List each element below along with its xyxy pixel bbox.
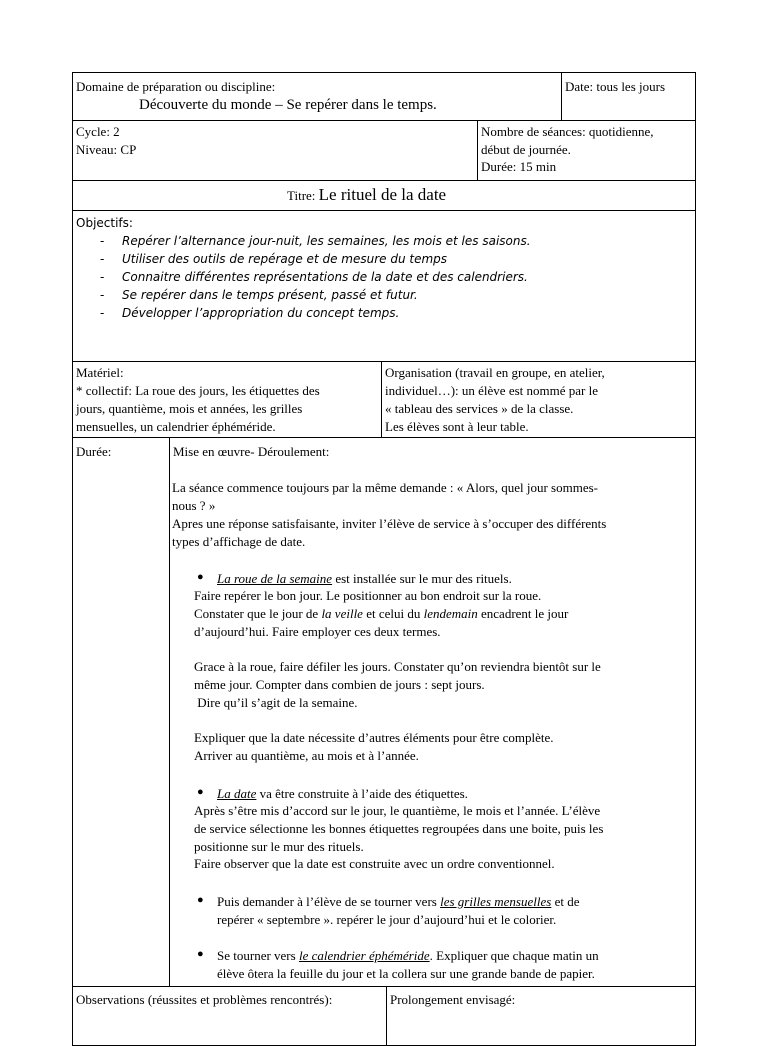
organisation-line: « tableau des services » de la classe.	[385, 401, 574, 416]
bullet-icon: ●	[197, 786, 204, 798]
roue-text: Constater que le jour de	[194, 606, 322, 621]
objectif-dash: -	[100, 270, 105, 284]
materiel-line: jours, quantième, mois et années, les grilles	[76, 401, 303, 416]
roue-line-3	[194, 605, 568, 623]
organisation-line: Les élèves sont à leur table.	[385, 419, 529, 434]
calendrier-line	[217, 947, 599, 965]
date-rest: va être construite à l’aide des étiquettes.	[256, 786, 468, 801]
objectif-item: Connaitre différentes représentations de la date et des calendriers.	[122, 270, 528, 284]
intro-line: types d’affichage de date.	[172, 534, 306, 549]
seances-text: Nombre de séances: quotidienne,	[481, 124, 654, 139]
objectif-item: Utiliser des outils de repérage et de mesure du temps	[122, 252, 448, 266]
page-title	[287, 185, 446, 206]
observations-label: Observations (réussites et problèmes rencontrés):	[76, 992, 333, 1007]
objectif-dash: -	[100, 252, 105, 266]
organisation-line: individuel…): un élève est nommé par le	[385, 383, 598, 398]
niveau-text: Niveau: CP	[76, 142, 137, 157]
title-value: Le rituel de la date	[318, 185, 447, 204]
materiel-line: mensuelles, un calendrier éphéméride.	[76, 419, 276, 434]
expliquer-line: Arriver au quantième, au mois et à l’année.	[194, 748, 419, 763]
grace-line: même jour. Compter dans combien de jours : sept jours.	[194, 677, 485, 692]
roue-line-4: d’aujourd’hui. Faire employer ces deux termes.	[194, 624, 441, 639]
roue-rest: est installée sur le mur des rituels.	[332, 571, 512, 586]
bullet-icon: ●	[197, 571, 204, 583]
grilles-link: les grilles mensuelles	[440, 894, 552, 909]
expliquer-line: Expliquer que la date nécessite d’autres éléments pour être complète.	[194, 730, 554, 745]
date-text-line: Faire observer que la date est construite avec un ordre conventionnel.	[194, 856, 555, 871]
objectif-dash: -	[100, 306, 105, 320]
calendrier-line-2: élève ôtera la feuille du jour et la collera sur une grande bande de papier.	[217, 966, 595, 981]
prolongement-label: Prolongement envisagé:	[390, 992, 516, 1007]
roue-text: et celui du	[362, 606, 424, 621]
intro-line: Apres une réponse satisfaisante, inviter l’élève de service à s’occuper des différents	[172, 516, 607, 531]
roue-line-2: Faire repérer le bon jour. Le positionner au bon endroit sur la roue.	[194, 588, 542, 603]
grilles-line-2: repérer « septembre ». repérer le jour d’aujourd’hui et le colorier.	[217, 912, 557, 927]
veille-text: la veille	[321, 606, 363, 621]
date-text-line: Après s’être mis d’accord sur le jour, le quantième, le mois et l’année. L’élève	[194, 803, 601, 818]
objectif-item: Se repérer dans le temps présent, passé et futur.	[122, 288, 418, 302]
grilles-text: et de	[551, 894, 580, 909]
grace-line: Dire qu’il s’agit de la semaine.	[194, 695, 358, 710]
objectif-item: Développer l’appropriation du concept temps.	[122, 306, 400, 320]
organisation-line: Organisation (travail en groupe, en atelier,	[385, 365, 605, 380]
objectif-dash: -	[100, 288, 105, 302]
grilles-line	[217, 893, 579, 911]
lendemain-text: lendemain	[423, 606, 478, 621]
objectif-item: Repérer l’alternance jour-nuit, les semaines, les mois et les saisons.	[122, 234, 531, 248]
bullet-icon: ●	[197, 894, 204, 906]
intro-line: La séance commence toujours par la même demande : « Alors, quel jour sommes-	[172, 480, 598, 495]
roue-text: encadrent le jour	[477, 606, 569, 621]
duree-cell	[72, 437, 170, 987]
title-label: Titre:	[287, 188, 316, 203]
materiel-line: * collectif: La roue des jours, les étiquettes des	[76, 383, 320, 398]
grace-line: Grace à la roue, faire défiler les jours. Constater qu’on reviendra bientôt sur le	[194, 659, 601, 674]
objectifs-label: Objectifs:	[76, 216, 133, 230]
materiel-line: Matériel:	[76, 365, 124, 380]
domain-value: Découverte du monde – Se repérer dans le temps.	[139, 97, 437, 113]
date-link: La date	[217, 786, 257, 801]
duree-label: Durée:	[76, 444, 112, 459]
intro-line: nous ? »	[172, 498, 216, 513]
duree-text: Durée: 15 min	[481, 159, 557, 174]
cycle-text: Cycle: 2	[76, 124, 120, 139]
grilles-text: Puis demander à l’élève de se tourner vers	[217, 894, 441, 909]
date-label: Date: tous les jours	[565, 79, 666, 94]
seances-text-cont: début de journée.	[481, 142, 571, 157]
date-text-line: de service sélectionne les bonnes étiquettes regroupées dans une boite, puis les	[194, 821, 604, 836]
date-text-line: positionne sur le mur des rituels.	[194, 839, 364, 854]
date-line	[217, 785, 468, 803]
objectif-dash: -	[100, 234, 105, 248]
calendrier-text: Se tourner vers	[217, 948, 299, 963]
deroulement-heading: Mise en œuvre- Déroulement:	[173, 444, 330, 459]
domain-label: Domaine de préparation ou discipline:	[76, 79, 276, 94]
calendrier-link: le calendrier éphéméride	[298, 948, 430, 963]
roue-line	[217, 570, 512, 588]
calendrier-text: . Expliquer que chaque matin un	[429, 948, 599, 963]
roue-link: La roue de la semaine	[217, 571, 333, 586]
bullet-icon: ●	[197, 948, 204, 960]
